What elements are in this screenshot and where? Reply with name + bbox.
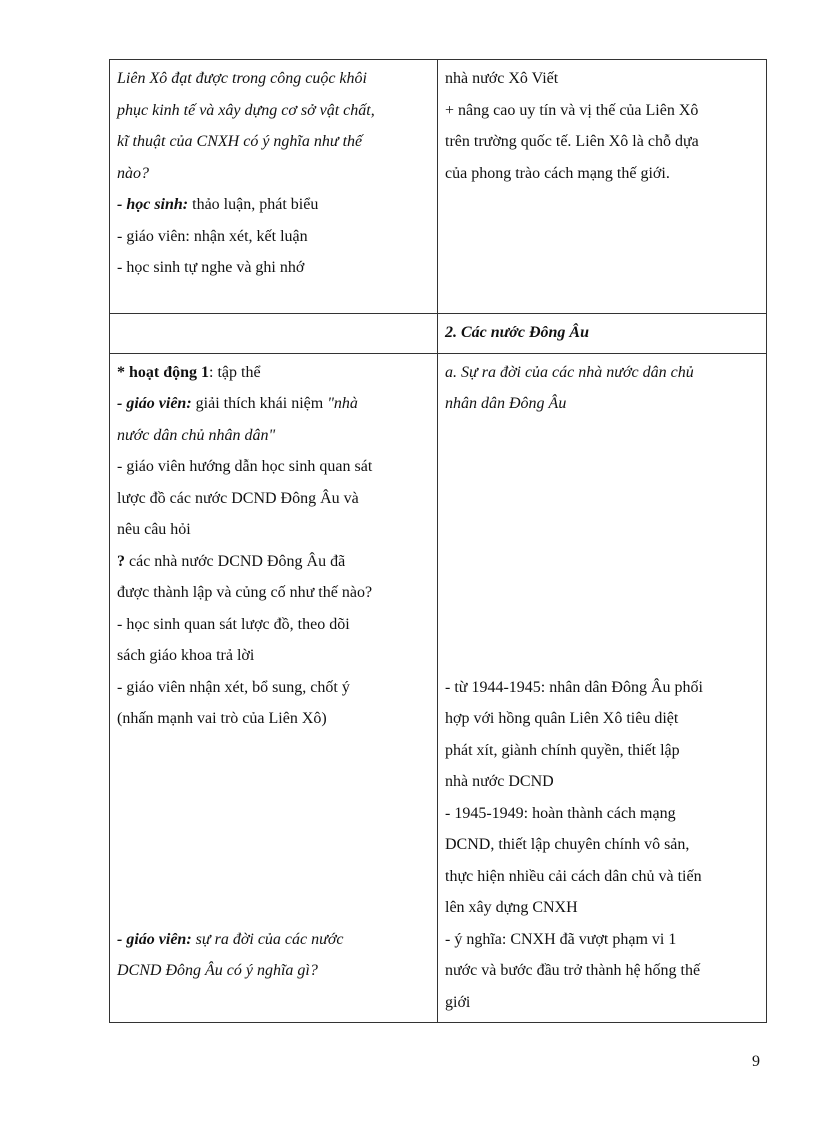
question-text: nào?	[117, 164, 149, 182]
teacher-activity: (nhấn mạnh vai trò của Liên Xô)	[117, 710, 327, 727]
question: ? các nhà nước DCND Đông Âu đã	[117, 552, 346, 570]
table-row	[110, 353, 767, 1023]
content-line: - từ 1944-1945: nhân dân Đông Âu phối	[445, 678, 703, 696]
concept-term: nước dân chủ nhân dân"	[117, 426, 276, 444]
role-label: - học sinh:	[117, 196, 189, 213]
content-line: của phong trào cách mạng thế giới.	[445, 164, 670, 182]
question-text: phục kinh tế và xây dựng cơ sở vật chất,	[117, 101, 375, 119]
content-line: nước và bước đầu trở thành hệ hống thế	[445, 962, 701, 979]
left-cell	[110, 353, 438, 1023]
role-label: - giáo viên:	[117, 395, 192, 412]
content-line: phát xít, giành chính quyền, thiết lập	[445, 741, 680, 759]
question-text: kĩ thuật của CNXH có ý nghĩa như thế	[117, 133, 363, 150]
student-activity: sách giáo khoa trả lời	[117, 647, 255, 664]
role-label: - giáo viên:	[117, 930, 192, 948]
subheading: nhân dân Đông Âu	[445, 395, 567, 412]
left-cell	[110, 314, 438, 354]
right-cell	[438, 60, 767, 314]
content-line: nhà nước DCND	[445, 773, 554, 790]
table-row	[110, 314, 767, 354]
content-line: thực hiện nhiều cải cách dân chủ và tiến	[445, 867, 702, 885]
content-line: nhà nước Xô Viết	[445, 70, 559, 87]
teacher-question: - giáo viên: sự ra đời của các nước	[117, 930, 344, 948]
lesson-table	[109, 59, 767, 1023]
subheading: a. Sự ra đời của các nhà nước dân chủ	[445, 363, 694, 381]
content-line: lên xây dựng CNXH	[445, 899, 578, 916]
question: được thành lập và củng cố như thế nào?	[117, 584, 373, 601]
left-cell	[110, 60, 438, 314]
teacher-question: DCND Đông Âu có ý nghĩa gì?	[117, 962, 318, 979]
teacher-activity: - giáo viên hướng dẫn học sinh quan sát	[117, 458, 373, 475]
content-line: hợp với hồng quân Liên Xô tiêu diệt	[445, 710, 679, 727]
student-activity: - học sinh tự nghe và ghi nhớ	[117, 259, 305, 276]
teacher-activity: - giáo viên: giải thích khái niệm "nhà	[117, 395, 358, 412]
teacher-activity: - giáo viên: nhận xét, kết luận	[117, 227, 308, 245]
page-number: 9	[752, 1053, 760, 1070]
section-heading: 2. Các nước Đông Âu	[445, 324, 589, 341]
right-cell	[438, 314, 767, 354]
content-line: + nâng cao uy tín và vị thế của Liên Xô	[445, 101, 699, 119]
content-line: giới	[445, 993, 471, 1011]
teacher-activity: lược đồ các nước DCND Đông Âu và	[117, 489, 359, 507]
content-line: - ý nghĩa: CNXH đã vượt phạm vi 1	[445, 930, 677, 948]
content-line: - 1945-1949: hoàn thành cách mạng	[445, 804, 676, 822]
teacher-activity: - giáo viên nhận xét, bổ sung, chốt ý	[117, 678, 350, 696]
content-line: trên trường quốc tế. Liên Xô là chỗ dựa	[445, 133, 699, 150]
table-row	[110, 60, 767, 314]
teacher-activity: nêu câu hỏi	[117, 521, 191, 538]
student-activity: - học sinh quan sát lược đồ, theo dõi	[117, 615, 350, 633]
activity-heading: * hoạt động 1: tập thể	[117, 363, 261, 381]
question-text: Liên Xô đạt được trong công cuộc khôi	[117, 70, 367, 87]
student-activity: - học sinh: thảo luận, phát biểu	[117, 196, 319, 213]
right-cell	[438, 353, 767, 1023]
content-line: DCND, thiết lập chuyên chính vô sản,	[445, 836, 690, 853]
